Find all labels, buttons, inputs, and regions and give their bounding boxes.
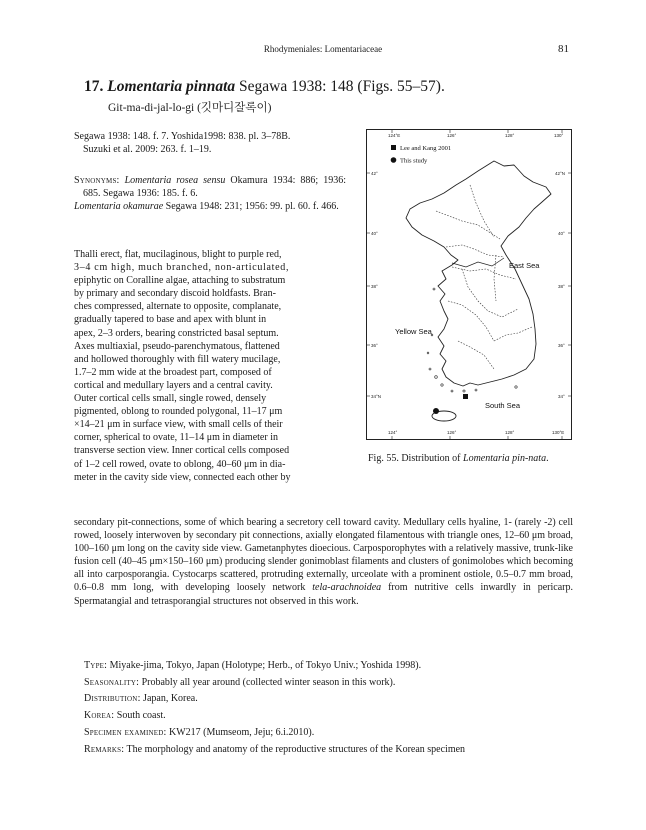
lon-label-bottom: 124° — [388, 430, 398, 435]
description-full-width — [74, 516, 573, 608]
running-head — [0, 44, 646, 58]
korea-field — [84, 708, 574, 725]
lon-label-top: 124°E — [388, 133, 401, 138]
distribution-value: Japan, Korea. — [140, 693, 198, 705]
lon-label-bottom: 128° — [505, 430, 515, 435]
synonym-2 — [74, 200, 346, 213]
references — [74, 130, 346, 156]
description-text: secondary pit-connections, some of which bearing a secretory cell toward cavity. Medullary cells hyaline, 1- (rarely -2) cell rowed, loosely interwoven by secondary pit connections, axially elongated filamentous with triangle ones, 12–60 μm broad, 100–160 μm long on the cavity side view. Gametanphytes dioecious. Carposporophytes with a relatively massive, trunk-like fusion cell (40–45 μm×150–160 μm) producing slender gonimoblast filaments and clusters of gonimolobes which becoming all into carposporangia. Cystocarps scattered, protruding externally, urceolate with a prominent ostiole, 0.5–0.7 mm broad, 0.6–0.8 mm long, with developing loosely network — [74, 517, 573, 594]
desc-line: cortical and medullary layers and a central cavity. — [74, 379, 273, 391]
legend-dot-label: This study — [400, 157, 428, 165]
korean-name: Git-ma-di-jal-lo-gi (깃마디잘록이) — [108, 102, 272, 114]
lat-label-right: 38° — [558, 284, 565, 289]
synonym-2-name: Lomentaria okamurae — [74, 201, 164, 212]
desc-line: gradually tapered to base and apex with blunt in — [74, 314, 267, 326]
remarks-label: Remarks: — [84, 743, 125, 755]
desc-line: Thalli erect, flat, mucilaginous, blight to purple red, — [74, 249, 282, 260]
remarks-field — [84, 742, 574, 759]
east-sea-label: East Sea — [509, 261, 540, 270]
caption-lead: Fig. 55. Distribution of — [368, 453, 464, 464]
seasonality-field — [84, 675, 574, 692]
lon-label-top: 126° — [447, 133, 457, 138]
reference-text-2: Suzuki et al. 2009: 263. f. 1–19. — [83, 144, 212, 155]
specimen-metadata — [84, 658, 574, 758]
desc-line: 3–4 cm high, much branched, non-articulated, — [74, 262, 290, 274]
type-label: Type: — [84, 660, 108, 671]
caption-species: Lomentaria pin-nata — [463, 453, 547, 464]
page-number: 81 — [558, 43, 569, 55]
lon-label-top: 130° — [554, 133, 564, 138]
species-epithet: Lomentaria pinnata — [107, 78, 236, 95]
lon-label-top: 128° — [505, 133, 515, 138]
synonym-1 — [74, 174, 346, 200]
legend-square-label: Lee and Kang 2001 — [400, 145, 452, 152]
lon-label-bottom: 126° — [447, 430, 457, 435]
type-value: Miyake-jima, Tokyo, Japan (Holotype; Herb., of Tokyo Univ.; Yoshida 1998). — [107, 660, 422, 671]
synonym-2-rest: Segawa 1948: 231; 1956: 99. pl. 60. f. 466. — [163, 201, 339, 212]
record-square-lee-kang — [463, 394, 468, 399]
lon-label-bottom: 130°E — [552, 430, 565, 435]
desc-line: epiphytic on Coralline algae, attaching to substratum — [74, 275, 286, 287]
running-head-title: Rhodymeniales: Lomentariaceae — [263, 44, 383, 54]
desc-line: of 1–2 cell rowed, ovate to oblong, 40–60 μm in dia- — [74, 458, 286, 470]
desc-line: Outer cortical cells small, single rowed, densely — [74, 393, 267, 405]
desc-line: Axes multiaxial, pseudo-parenchymatous, flattened — [74, 340, 280, 352]
species-authority: Segawa 1938: 148 (Figs. 55–57). — [239, 78, 445, 95]
korea-value: South coast. — [114, 710, 166, 722]
synonyms-label: Synonyms: — [74, 175, 120, 186]
description-column — [74, 248, 346, 484]
desc-line: transverse section view. Inner cortical cells composed — [74, 445, 290, 457]
synonym-1-name: Lomentaria rosea sensu — [124, 175, 226, 186]
figure-caption — [368, 452, 574, 465]
lat-label-right: 42°N — [555, 171, 566, 176]
distribution-field — [84, 691, 574, 708]
desc-line: corner, spherical to ovate, 11–14 μm in diameter in — [74, 432, 278, 444]
distribution-label: Distribution: — [84, 693, 141, 705]
desc-line: pigmented, oblong to rounded polygonal, 11–17 μm — [74, 406, 283, 418]
species-number: 17. — [84, 78, 104, 95]
type-field — [84, 658, 574, 675]
reference-line — [74, 130, 346, 156]
record-dot-this-study — [433, 408, 439, 414]
distribution-map — [366, 129, 572, 440]
specimen-value: KW217 (Mumseom, Jeju; 6.i.2010). — [166, 726, 315, 738]
synonyms — [74, 174, 346, 213]
desc-line: meter in the cavity side view, connected each other by — [74, 471, 291, 483]
legend-square-icon — [391, 145, 396, 150]
desc-line: ches compressed, alternate to opposite, complanate, — [74, 301, 282, 313]
desc-line: and hollowed thoroughly with fill watery mucilage, — [74, 353, 281, 365]
lat-label-left: 42° — [371, 171, 378, 176]
lat-label-right: 34° — [558, 394, 565, 399]
desc-line: ×14–21 μm in surface view, with small cells of their — [74, 419, 283, 431]
species-title — [84, 78, 445, 96]
desc-line: 1.7–2 mm wide at the broadest part, composed of — [74, 366, 272, 378]
lat-label-right: 40° — [558, 231, 565, 236]
korea-label: Korea: — [84, 710, 115, 722]
south-sea-label: South Sea — [485, 401, 521, 410]
seasonality-label: Seasonality: — [84, 676, 140, 688]
seasonality-value: Probably all year around (collected winter season in this work). — [139, 676, 396, 688]
remarks-value: The morphology and anatomy of the reproductive structures of the Korean specimen — [124, 743, 466, 755]
desc-line: apex, 2–3 orders, bearing constricted basal septum. — [74, 327, 279, 339]
lat-label-left: 40° — [371, 231, 378, 236]
lat-label-left: 34°N — [371, 394, 382, 399]
description-text-end: from nutritive cells inwardly in pericarp. Spermatangial and tetrasporangial structures not observed in this work. — [74, 582, 573, 607]
specimen-label: Specimen examined: — [84, 726, 167, 738]
yellow-sea-label: Yellow Sea — [395, 327, 432, 336]
legend-dot-icon — [391, 157, 397, 163]
reference-text-1: Segawa 1938: 148. f. 7. Yoshida1998: 838. pl. 3–78B. — [74, 131, 291, 142]
caption-end: . — [546, 453, 549, 464]
desc-line: by primary and secondary discoid holdfasts. Bran- — [74, 288, 276, 300]
lat-label-left: 38° — [371, 284, 378, 289]
description-italic-term: tela-arachnoidea — [312, 582, 382, 594]
synonym-1-rest: Okamura 1934: 886; 1936: 685. Segawa 1936: 185. f. 6. — [83, 175, 347, 199]
specimen-field — [84, 725, 574, 742]
lat-label-left: 36° — [371, 343, 378, 348]
lat-label-right: 36° — [558, 343, 565, 348]
